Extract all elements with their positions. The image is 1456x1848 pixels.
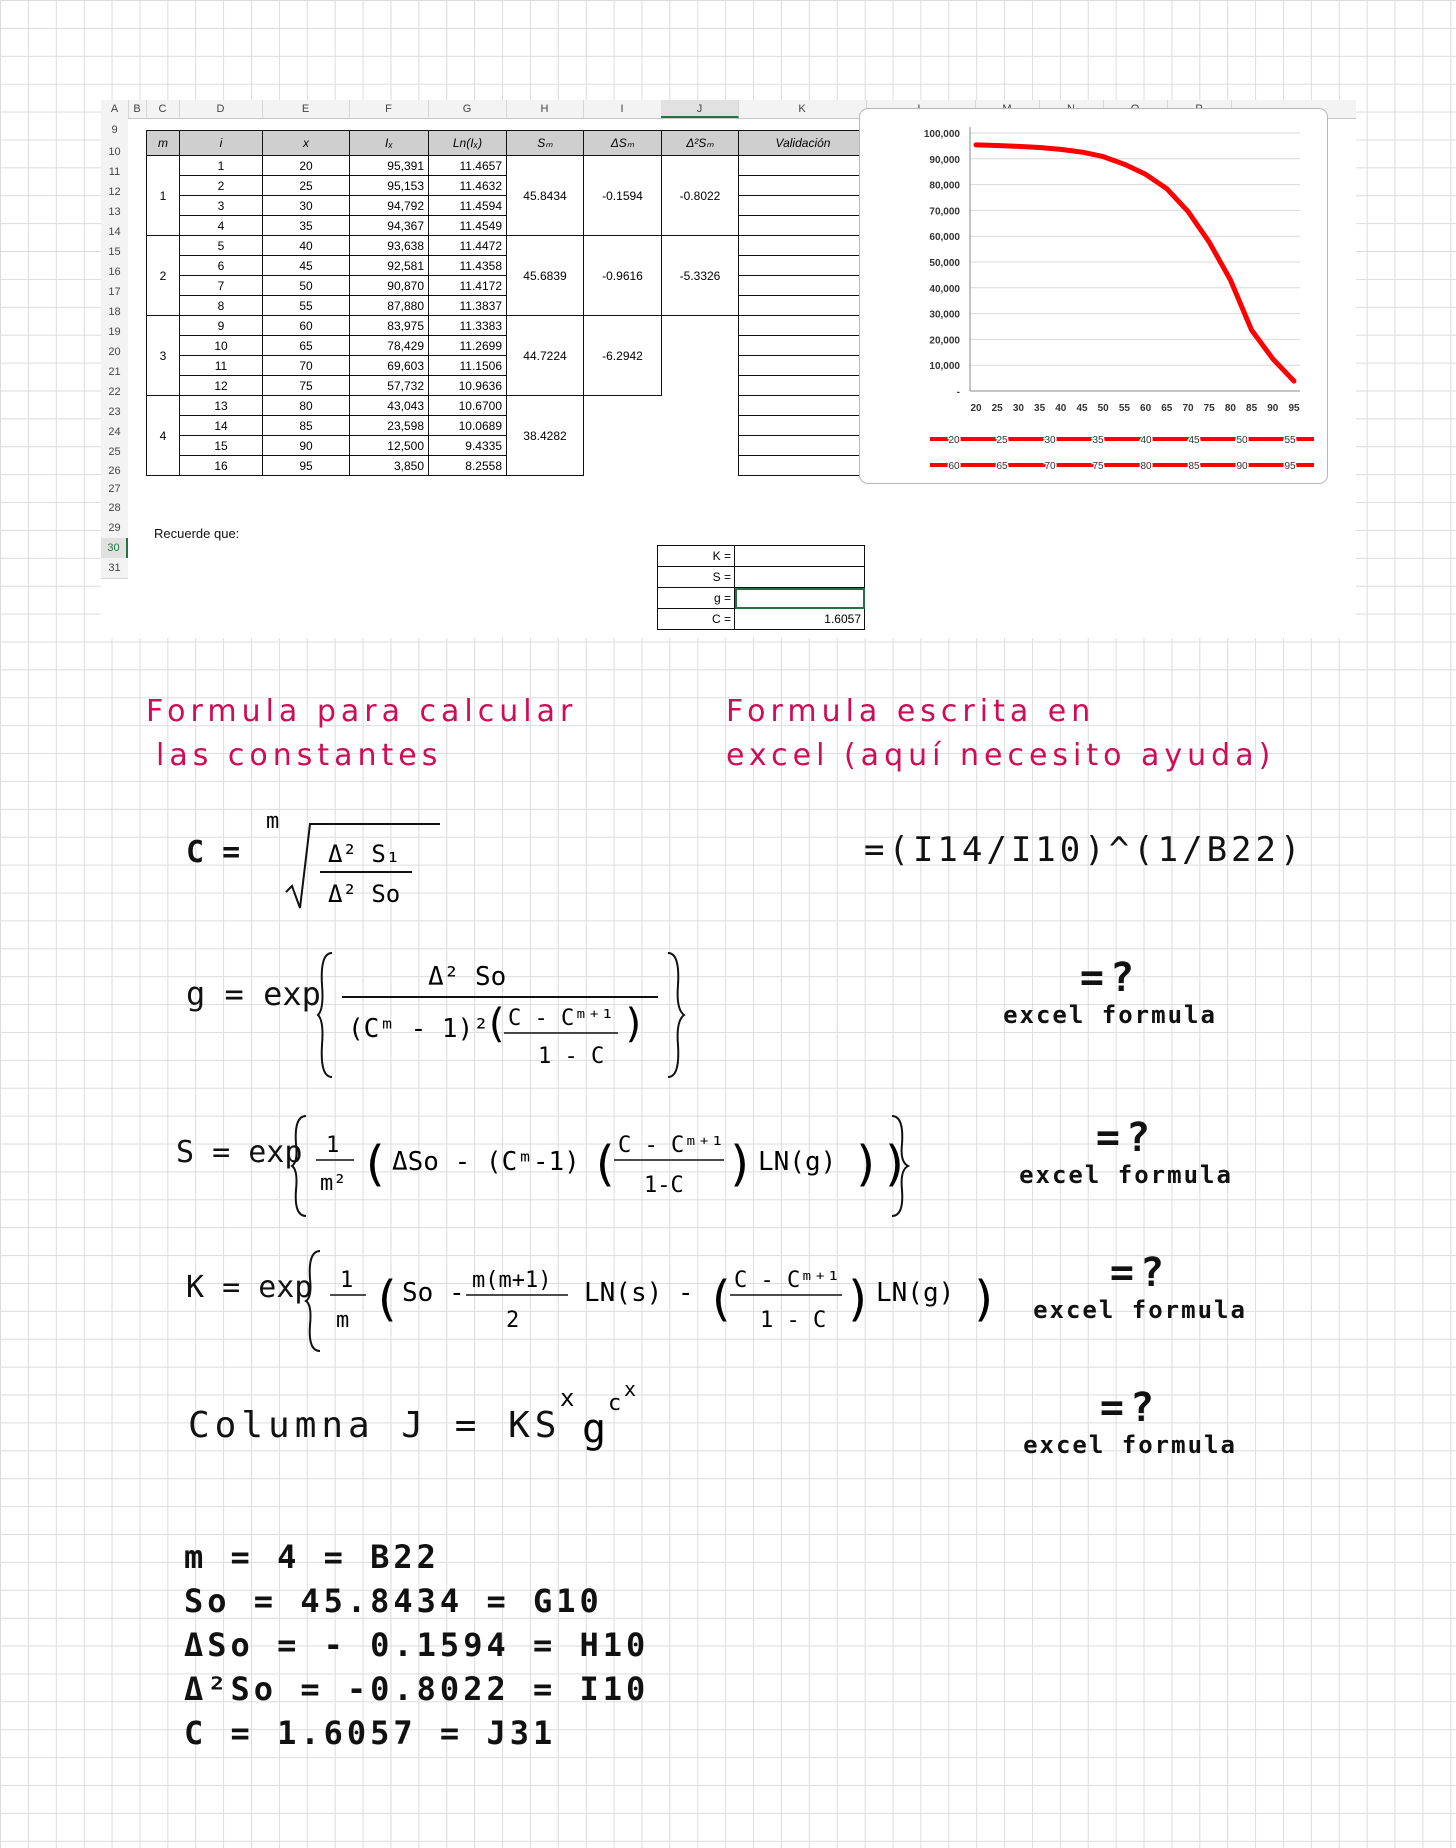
table-cell[interactable]: 1 [147,156,180,236]
legend-label: 25 [996,435,1008,446]
row-header-29[interactable]: 29 [101,518,128,539]
k-excel-label: excel formula [1033,1296,1247,1324]
svg-text:C - Cᵐ⁺¹: C - Cᵐ⁺¹ [508,1006,614,1031]
constant-row [658,546,865,567]
legend-label: 60 [948,461,960,472]
y-tick-label: 90,000 [929,154,960,166]
column-header-k[interactable]: K [738,100,867,118]
x-tick-label: 60 [1140,403,1152,414]
column-header-a[interactable]: A [101,100,129,118]
table-cell[interactable]: 15 [180,436,263,456]
table-cell[interactable]: 13 [180,396,263,416]
table-cell[interactable]: 12 [180,376,263,396]
data-point [1187,210,1190,213]
c-formula-root [266,809,466,922]
data-point [1017,145,1020,148]
table-cell[interactable]: 38.4282 [507,396,584,476]
table-cell[interactable]: -5.3326 [662,236,739,316]
k-excel-placeholder [1030,1250,1250,1324]
table-cell[interactable] [739,396,868,416]
table-cell[interactable]: 93,638 [350,236,429,256]
table-header-cell[interactable]: ΔSₘ [584,131,662,156]
table-cell[interactable]: 1 [180,156,263,176]
table-cell[interactable]: 11.4549 [429,216,507,236]
svg-text:So -: So - [402,1278,465,1308]
legend-label: 30 [1044,435,1056,446]
c-excel-formula: =(I14/I10)^(1/B22) [864,830,1305,870]
x-tick-label: 40 [1055,403,1067,414]
table-cell[interactable]: 57,732 [350,376,429,396]
row-header-22[interactable]: 22 [101,382,128,403]
table-cell[interactable]: 11.4358 [429,256,507,276]
table-header-cell[interactable]: x [263,131,350,156]
table-cell[interactable]: 11.4472 [429,236,507,256]
table-cell[interactable]: -0.8022 [662,156,739,236]
row-header-11[interactable]: 11 [101,162,128,183]
x-tick-label: 85 [1246,403,1258,414]
svg-text:ΔSo - (Cᵐ-1): ΔSo - (Cᵐ-1) [392,1147,580,1177]
x-tick-label: 20 [970,403,982,414]
table-cell[interactable]: -6.2942 [584,316,662,396]
y-tick-label: 80,000 [929,180,960,192]
table-cell[interactable] [739,236,868,256]
svg-text:C - Cᵐ⁺¹: C - Cᵐ⁺¹ [734,1268,840,1293]
table-cell[interactable] [739,156,868,176]
table-cell[interactable]: 50 [263,276,350,296]
table-cell[interactable]: 78,429 [350,336,429,356]
y-tick-label: 10,000 [929,361,960,373]
table-cell[interactable]: -0.1594 [584,156,662,236]
table-header-cell[interactable]: Ln(Iₓ) [429,131,507,156]
row-header-25[interactable]: 25 [101,442,128,463]
k-formula-body [306,1245,1006,1355]
s-question: =? [1095,1115,1157,1161]
data-point [1123,163,1126,166]
x-tick-label: 35 [1034,403,1046,414]
table-cell[interactable]: 8.2558 [429,456,507,476]
row-header-15[interactable]: 15 [101,242,128,263]
table-cell[interactable]: 16 [180,456,263,476]
constant-value-cell[interactable] [735,588,865,609]
svg-text:(: ( [706,1271,735,1327]
svg-text:C - Cᵐ⁺¹: C - Cᵐ⁺¹ [618,1133,724,1158]
constant-value-cell[interactable] [735,567,865,588]
known-value-so: So = 45.8434 = G10 [184,1582,603,1620]
svg-text:Δ² So: Δ² So [328,880,401,908]
data-point [1102,155,1105,158]
x-tick-label: 30 [1012,403,1024,414]
table-cell[interactable] [662,396,739,476]
svg-text:)): )) [852,1136,910,1192]
table-cell[interactable]: 80 [263,396,350,416]
svg-text:1 - C: 1 - C [538,1044,605,1069]
table-cell[interactable] [739,416,868,436]
table-cell[interactable]: 44.7224 [507,316,584,396]
row-header-9[interactable]: 9 [101,118,128,143]
table-cell[interactable]: 11.4172 [429,276,507,296]
row-header-21[interactable]: 21 [101,362,128,383]
svg-text:Δ² S₁: Δ² S₁ [328,840,401,868]
table-cell[interactable]: 11.4632 [429,176,507,196]
table-cell[interactable] [739,376,868,396]
row-header-12[interactable]: 12 [101,182,128,203]
row-header-17[interactable]: 17 [101,282,128,303]
g-formula-label: g = exp [186,975,321,1013]
data-point [1229,278,1232,281]
table-cell[interactable]: 90,870 [350,276,429,296]
row-header-28[interactable]: 28 [101,498,128,519]
j-excel-placeholder [1020,1385,1240,1459]
known-value-d2so: Δ²So = -0.8022 = I10 [184,1670,650,1708]
svg-text:): ) [726,1136,755,1192]
x-tick-label: 25 [991,403,1003,414]
table-cell[interactable]: 7 [180,276,263,296]
x-tick-label: 90 [1267,403,1279,414]
left-title-line-1: Formula para calcular [146,694,578,729]
svg-text:LN(s) -: LN(s) - [584,1278,694,1308]
table-header-cell[interactable]: Iₓ [350,131,429,156]
table-cell[interactable]: 75 [263,376,350,396]
table-cell[interactable]: 45.8434 [507,156,584,236]
table-cell[interactable]: 11.2699 [429,336,507,356]
row-header-27[interactable]: 27 [101,480,128,499]
data-point [1208,241,1211,244]
table-cell[interactable]: 95,153 [350,176,429,196]
data-point [1250,329,1253,332]
y-tick-label: 60,000 [929,232,960,244]
table-cell[interactable]: 9.4335 [429,436,507,456]
table-cell[interactable]: 3 [147,316,180,396]
table-cell[interactable] [739,216,868,236]
data-point [1293,380,1296,383]
table-cell[interactable]: 45 [263,256,350,276]
constants-table [657,545,865,630]
table-cell[interactable]: 35 [263,216,350,236]
table-cell[interactable] [739,256,868,276]
data-point [1059,148,1062,151]
k-formula-label: K = exp [186,1270,313,1305]
constant-row [658,609,865,630]
known-value-c: C = 1.6057 = J31 [184,1714,557,1752]
data-point [1271,357,1274,360]
table-cell[interactable] [739,436,868,456]
legend-label: 20 [948,435,960,446]
table-cell[interactable]: 60 [263,316,350,336]
legend-label: 35 [1092,435,1104,446]
table-cell[interactable]: 85 [263,416,350,436]
table-cell[interactable]: 10.9636 [429,376,507,396]
legend-label: 55 [1284,435,1296,446]
constant-row [658,567,865,588]
column-header-f[interactable]: F [349,100,429,118]
table-cell[interactable] [739,276,868,296]
column-header-d[interactable]: D [179,100,263,118]
svg-text:(: ( [484,1001,509,1047]
series-line [976,145,1294,381]
table-cell[interactable]: 87,880 [350,296,429,316]
table-cell[interactable]: 11.3837 [429,296,507,316]
g-formula-body [318,945,688,1085]
x-tick-label: 80 [1224,403,1236,414]
table-cell[interactable]: 2 [180,176,263,196]
row-header-19[interactable]: 19 [101,322,128,343]
legend-label: 90 [1236,461,1248,472]
svg-text:m(m+1): m(m+1) [472,1268,552,1293]
data-point [975,143,978,146]
svg-text:2: 2 [506,1308,520,1333]
table-cell[interactable]: 25 [263,176,350,196]
legend-label: 95 [1284,461,1296,472]
svg-text:m²: m² [320,1171,347,1196]
line-chart [860,109,1327,483]
table-cell[interactable]: 4 [180,216,263,236]
known-value-dso: ΔSo = - 0.1594 = H10 [184,1626,650,1664]
table-cell[interactable] [739,296,868,316]
table-cell[interactable]: 11 [180,356,263,376]
table-cell[interactable] [739,356,868,376]
legend-label: 85 [1188,461,1200,472]
table-cell[interactable]: 20 [263,156,350,176]
column-header-i[interactable]: I [583,100,662,118]
y-tick-label: 30,000 [929,309,960,321]
constant-row [658,588,865,609]
svg-text:m: m [336,1308,350,1333]
svg-text:): ) [844,1271,873,1327]
x-tick-label: 65 [1161,403,1173,414]
table-cell[interactable]: 8 [180,296,263,316]
c-formula-label: C = [186,835,241,870]
table-cell[interactable] [739,316,868,336]
table-cell[interactable]: 9 [180,316,263,336]
row-header-16[interactable]: 16 [101,262,128,283]
g-excel-label: excel formula [1003,1001,1217,1029]
row-header-14[interactable]: 14 [101,222,128,243]
x-tick-label: 50 [1097,403,1109,414]
table-cell[interactable]: -0.9616 [584,236,662,316]
constant-value-cell[interactable] [735,546,865,567]
table-cell[interactable]: 10.6700 [429,396,507,416]
column-header-j[interactable]: J [661,100,739,118]
known-values-list [184,1535,649,1755]
table-cell[interactable]: 11.3383 [429,316,507,336]
data-table [146,130,868,476]
svg-text:(Cᵐ - 1)²: (Cᵐ - 1)² [348,1014,489,1044]
row-header-18[interactable]: 18 [101,302,128,323]
table-cell[interactable]: 83,975 [350,316,429,336]
column-header-b[interactable]: B [128,100,147,118]
legend-label: 45 [1188,435,1200,446]
table-cell[interactable] [662,316,739,396]
table-cell[interactable]: 6 [180,256,263,276]
svg-text:1-C: 1-C [644,1173,684,1198]
data-point [1038,146,1041,149]
table-cell[interactable]: 95,391 [350,156,429,176]
row-header-31[interactable]: 31 [101,558,128,579]
table-cell[interactable]: 70 [263,356,350,376]
table-cell[interactable]: 95 [263,456,350,476]
table-cell[interactable]: 12,500 [350,436,429,456]
legend-label: 80 [1140,461,1152,472]
svg-text:x: x [560,1384,575,1412]
table-cell[interactable]: 3 [180,196,263,216]
constant-label: g = [658,588,735,609]
row-header-26[interactable]: 26 [101,462,128,481]
chart[interactable] [859,108,1328,484]
table-row [147,236,868,256]
table-cell[interactable]: 94,792 [350,196,429,216]
svg-text:): ) [970,1271,999,1327]
svg-text:m: m [266,809,280,834]
y-tick-label: - [956,387,960,398]
data-point [1144,173,1147,176]
left-title-line-2: las constantes [156,738,443,773]
columna-j-exponents [560,1377,670,1460]
y-tick-label: 50,000 [929,258,960,269]
table-row [147,316,868,336]
table-cell[interactable]: 11.1506 [429,356,507,376]
column-header-h[interactable]: H [506,100,584,118]
right-title-line-1: Formula escrita en [726,694,1096,729]
constant-label: S = [658,567,735,588]
legend-label: 70 [1044,461,1056,472]
table-cell[interactable]: 2 [147,236,180,316]
column-header-e[interactable]: E [262,100,350,118]
column-header-g[interactable]: G [428,100,507,118]
svg-text:LN(g): LN(g) [758,1147,837,1177]
constant-label: C = [658,609,735,630]
table-cell[interactable] [584,396,662,476]
table-cell[interactable]: 65 [263,336,350,356]
svg-text:c: c [608,1391,622,1416]
g-question: =? [1079,955,1141,1001]
table-header-cell[interactable]: m [147,131,180,156]
table-cell[interactable]: 3,850 [350,456,429,476]
y-tick-label: 20,000 [929,335,960,347]
svg-text:(: ( [372,1271,401,1327]
constant-value-cell[interactable]: 1.6057 [735,609,865,630]
legend-label: 50 [1236,435,1248,446]
table-cell[interactable] [739,336,868,356]
s-formula-body [292,1110,912,1220]
right-title-line-2: excel (aquí necesito ayuda) [726,738,1276,773]
s-formula-label: S = exp [176,1135,303,1170]
svg-text:1: 1 [326,1133,340,1158]
table-cell[interactable]: 90 [263,436,350,456]
table-cell[interactable]: 5 [180,236,263,256]
data-point [1165,187,1168,190]
y-tick-label: 100,000 [923,129,960,140]
table-header-cell[interactable]: Sₘ [507,131,584,156]
s-excel-placeholder [1016,1115,1236,1189]
svg-text:g: g [582,1406,607,1452]
svg-text:(: ( [590,1136,619,1192]
svg-text:x: x [624,1377,637,1401]
row-header-24[interactable]: 24 [101,422,128,443]
table-cell[interactable]: 40 [263,236,350,256]
note-label: Recuerde que: [154,526,240,541]
table-cell[interactable]: 69,603 [350,356,429,376]
table-cell[interactable]: 10 [180,336,263,356]
legend-label: 75 [1092,461,1104,472]
g-excel-placeholder [1000,955,1220,1029]
known-value-m: m = 4 = B22 [184,1538,440,1576]
table-cell[interactable]: 11.4594 [429,196,507,216]
constant-label: K = [658,546,735,567]
legend-label: 65 [996,461,1008,472]
spreadsheet [101,100,1356,638]
row-header-13[interactable]: 13 [101,202,128,223]
table-cell[interactable]: 43,043 [350,396,429,416]
svg-text:LN(g): LN(g) [876,1278,955,1308]
x-tick-label: 45 [1076,403,1088,414]
x-tick-label: 70 [1182,403,1194,414]
x-tick-label: 55 [1118,403,1130,414]
row-header-23[interactable]: 23 [101,402,128,423]
j-excel-label: excel formula [1023,1431,1237,1459]
table-cell[interactable]: 23,598 [350,416,429,436]
svg-text:): ) [622,1001,647,1047]
table-cell[interactable]: 55 [263,296,350,316]
table-cell[interactable] [739,456,868,476]
svg-text:1 - C: 1 - C [760,1308,827,1333]
table-cell[interactable]: 11.4657 [429,156,507,176]
data-point [1081,151,1084,154]
legend-label: 40 [1140,435,1152,446]
table-cell[interactable]: 14 [180,416,263,436]
table-cell[interactable]: 92,581 [350,256,429,276]
y-tick-label: 40,000 [929,283,960,295]
row-header-30[interactable]: 30 [101,538,128,559]
table-cell[interactable]: 4 [147,396,180,476]
columna-j-label: Columna J = KS [188,1405,562,1446]
table-cell[interactable]: 30 [263,196,350,216]
row-header-10[interactable]: 10 [101,142,128,163]
k-question: =? [1109,1250,1171,1296]
x-tick-label: 95 [1288,403,1300,414]
j-question: =? [1099,1385,1161,1431]
x-tick-label: 75 [1203,403,1215,414]
y-tick-label: 70,000 [929,206,960,218]
table-header-cell[interactable]: i [180,131,263,156]
table-header-cell[interactable]: Validación [739,131,868,156]
table-cell[interactable]: 45.6839 [507,236,584,316]
table-cell[interactable]: 10.0689 [429,416,507,436]
table-row [147,156,868,176]
table-cell[interactable] [739,196,868,216]
table-cell[interactable]: 94,367 [350,216,429,236]
svg-text:(: ( [360,1136,389,1192]
table-header-cell[interactable]: Δ²Sₘ [662,131,739,156]
table-row [147,396,868,416]
column-header-c[interactable]: C [146,100,180,118]
s-excel-label: excel formula [1019,1161,1233,1189]
data-point [996,144,999,147]
svg-text:1: 1 [340,1268,354,1293]
svg-text:Δ² So: Δ² So [428,962,507,992]
table-cell[interactable] [739,176,868,196]
row-header-20[interactable]: 20 [101,342,128,363]
